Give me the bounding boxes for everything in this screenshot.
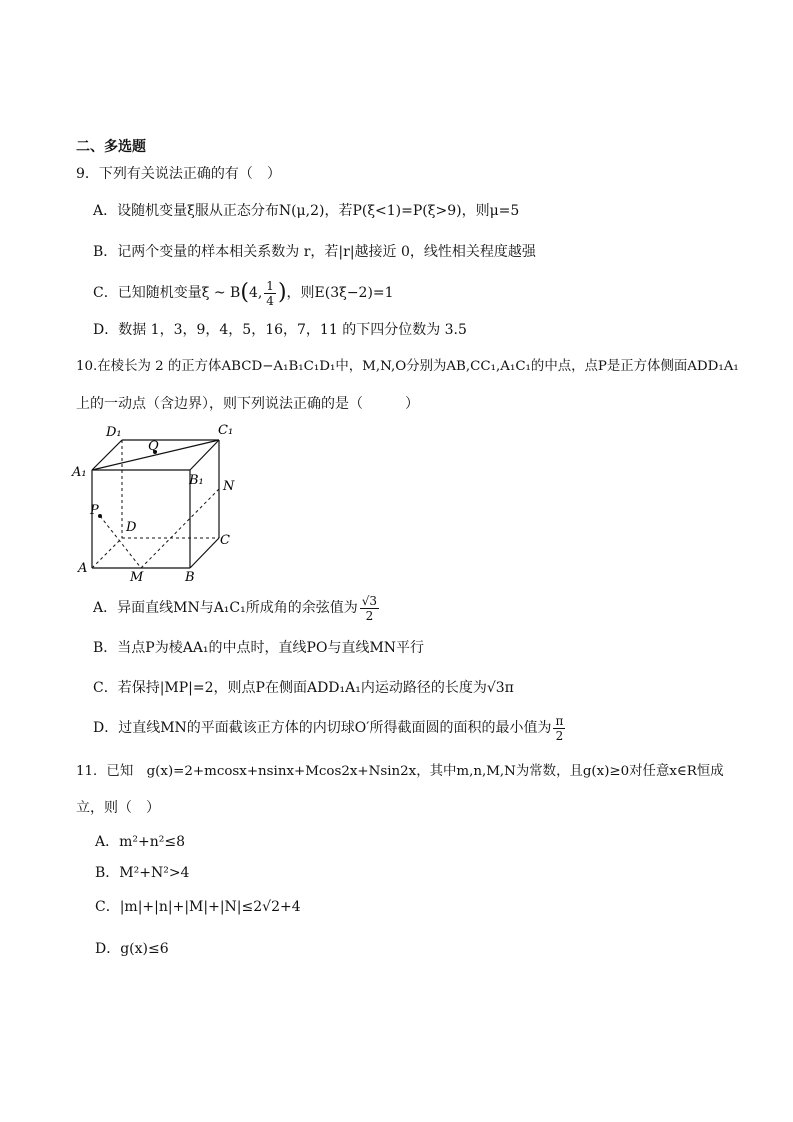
q9-option-b: B．记两个变量的样本相关系数为 r，若|r|越接近 0，线性相关程度越强 <box>93 244 536 260</box>
edge-a1-d1 <box>92 440 122 470</box>
q10-option-a-fraction <box>360 594 379 623</box>
label-a1: A₁ <box>72 465 87 480</box>
q10-option-a-frac-num: √3 <box>361 593 378 608</box>
q10-option-a-frac-den: 2 <box>365 608 374 623</box>
q10-stem-line1: 10.在棱长为 2 的正方体ABCD−A₁B₁C₁D₁中，M,N,O分别为AB,CC₁,A₁C₁的中点，点P是正方体侧面ADD₁A₁ <box>76 359 739 374</box>
q9-option-c-args: 4, <box>248 285 263 301</box>
label-m: M <box>130 570 144 585</box>
q9-option-c-fraction <box>264 279 276 308</box>
q9-option-c-frac-den: 4 <box>266 293 274 308</box>
q10-option-d-prefix: D．过直线MN的平面截该正方体的内切球O′所得截面圆的面积的最小值为 <box>93 720 552 736</box>
q11-stem-line2: 立，则（ ） <box>76 800 160 816</box>
label-d: D <box>126 520 137 535</box>
q10-option-d <box>93 712 567 744</box>
label-q: Q <box>148 439 159 454</box>
q10-option-b: B．当点P为棱AA₁的中点时，直线PO与直线MN平行 <box>93 640 425 656</box>
q11-option-b: B．M²+N²>4 <box>95 865 190 881</box>
q10-stem-line2: 上的一动点（含边界），则下列说法正确的是（ ） <box>76 396 419 412</box>
label-a: A <box>78 561 88 576</box>
q11-option-d: D．g(x)≤6 <box>95 941 169 957</box>
q9-option-c-suffix: ，则E(3ξ−2)=1 <box>286 285 394 301</box>
label-c1: C₁ <box>218 423 234 438</box>
q10-option-c: C．若保持|MP|=2，则点P在侧面ADD₁A₁内运动路径的长度为√3π <box>93 680 514 696</box>
label-b1: B₁ <box>189 473 204 488</box>
label-c: C <box>220 533 230 548</box>
q9-option-a: A．设随机变量ξ服从正态分布N(μ,2)，若P(ξ<1)=P(ξ>9)，则μ=5 <box>93 203 520 219</box>
label-d1: D₁ <box>106 425 122 440</box>
q10-option-d-fraction <box>553 714 565 743</box>
label-b: B <box>185 570 195 585</box>
q10-option-d-frac-den: 2 <box>555 728 564 743</box>
q10-option-a <box>93 592 381 624</box>
q10-option-a-prefix: A．异面直线MN与A₁C₁所成角的余弦值为 <box>93 600 358 616</box>
section-title: 二、多选题 <box>76 139 146 155</box>
q11-option-c: C．|m|+|n|+|M|+|N|≤2√2+4 <box>95 899 301 915</box>
q9-option-c: C．已知随机变量ξ ~ B(4, $\frac{1}{4}$ )，则E(3ξ−2)=1 <box>93 278 394 308</box>
q10-option-d-frac-num: π <box>555 713 564 728</box>
cube-figure <box>70 418 240 586</box>
q9-option-c-prefix: C．已知随机变量ξ ~ B <box>93 285 241 301</box>
label-n: N <box>223 479 235 494</box>
q9-option-d: D．数据 1，3，9，4，5，16，7，11 的下四分位数为 3.5 <box>93 322 467 338</box>
edge-b1-c1 <box>190 440 219 470</box>
q9-option-c-frac-num: 1 <box>266 278 274 293</box>
q9-stem: 9．下列有关说法正确的有（ ） <box>76 166 281 182</box>
label-p: P <box>90 503 99 518</box>
edge-b-c <box>190 538 219 568</box>
segment-m-n <box>141 489 219 568</box>
q11-stem-line1: 11．已知 g(x)=2+mcosx+nsinx+Mcos2x+Nsin2x，其中m,n,M,N为常数，且g(x)≥0对任意x∈R恒成 <box>76 764 724 779</box>
q11-option-a: A．m²+n²≤8 <box>95 834 185 850</box>
edge-a-d <box>92 538 122 568</box>
